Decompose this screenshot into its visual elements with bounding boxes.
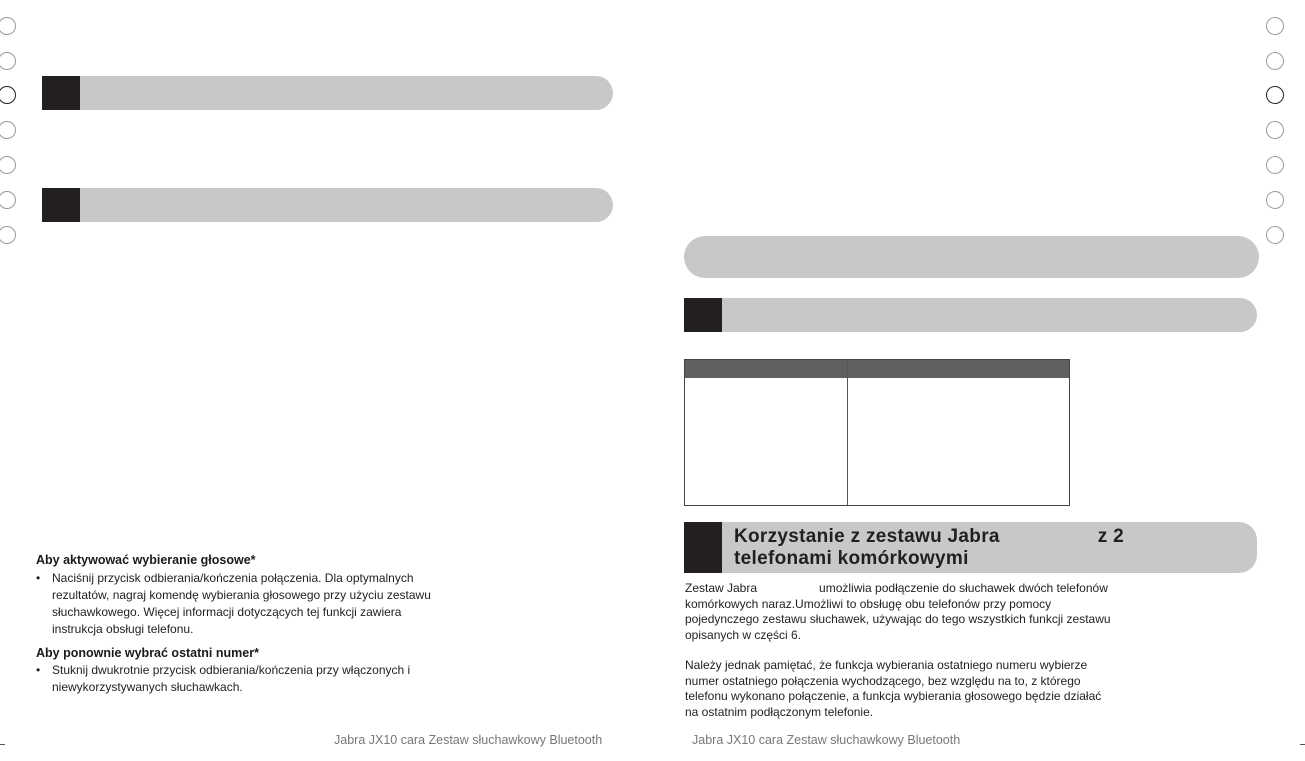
language-tab[interactable] — [0, 156, 16, 174]
list-item: • Stuknij dwukrotnie przycisk odbierania/kończenia przy włączonych i niewykorzystywanych słuchawkach. — [36, 662, 446, 696]
two-phones-heading — [734, 526, 1124, 570]
right-footer: Jabra JX10 cara Zestaw słuchawkowy Bluetooth — [692, 733, 961, 747]
right-heading-bar-2 — [684, 522, 1257, 573]
language-tab[interactable] — [1266, 191, 1284, 209]
language-tab[interactable] — [0, 52, 16, 70]
heading-number-block — [42, 188, 80, 222]
crop-mark — [0, 744, 5, 745]
redial-list — [36, 662, 446, 696]
language-tab-active[interactable] — [0, 86, 16, 104]
language-tab[interactable] — [0, 121, 16, 139]
heading-line-2: telefonami komórkowymi — [734, 548, 969, 569]
table-column-divider — [847, 360, 848, 505]
language-tab[interactable] — [0, 226, 16, 244]
list-item: • Naciśnij przycisk odbierania/kończenia połączenia. Dla optymalnych rezultatów, nagraj komendę wybierania głosowego przy użyciu zestawu słuchawkowego. Więcej informacji dotyczących tej funkcji zawiera instrukcja obsługi telefonu. — [36, 570, 446, 638]
language-tab-active[interactable] — [1266, 86, 1284, 104]
left-footer: Jabra JX10 cara Zestaw słuchawkowy Bluetooth — [334, 733, 603, 747]
right-chapter-bar — [684, 236, 1259, 278]
redial-title: Aby ponownie wybrać ostatni numer* — [36, 646, 259, 660]
heading-number-block — [684, 298, 722, 332]
language-tab[interactable] — [1266, 17, 1284, 35]
crop-mark — [1300, 744, 1305, 745]
language-tab[interactable] — [1266, 52, 1284, 70]
two-phones-paragraph-2: Należy jednak pamiętać, że funkcja wybierania ostatniego numeru wybierze numer ostatniego połączenia wychodzącego, bez względu na to, z którego telefonu wykonano połączenie, a funkcja wybierania głosowego będzie działać na ostatnim podłączonym telefonie. — [685, 658, 1102, 719]
language-tab[interactable] — [0, 191, 16, 209]
heading-number-block — [42, 76, 80, 110]
left-heading-bar-2 — [42, 188, 613, 222]
voice-dial-title: Aby aktywować wybieranie głosowe* — [36, 553, 256, 567]
left-heading-bar-1 — [42, 76, 613, 110]
right-heading-bar-1 — [684, 298, 1257, 332]
language-tab[interactable] — [1266, 156, 1284, 174]
info-table — [684, 359, 1070, 506]
language-tab[interactable] — [0, 17, 16, 35]
language-tab[interactable] — [1266, 121, 1284, 139]
voice-dial-list — [36, 570, 446, 638]
heading-part-2: z 2 — [1097, 526, 1125, 547]
paragraph-rest: umożliwia podłączenie do słuchawek dwóch telefonów komórkowych naraz.Umożliwi to obsługę obu telefonów przy pomocy pojedynczego zestawu słuchawek, używając do tego wszystkich funkcji zestawu opisanych w części 6. — [685, 581, 1111, 642]
table-header — [685, 360, 1069, 378]
heading-part-1: Korzystanie z zestawu Jabra — [734, 526, 1000, 547]
paragraph-start: Zestaw Jabra — [685, 581, 758, 595]
heading-number-block — [684, 522, 722, 573]
two-phones-paragraph-1 — [685, 581, 1115, 643]
language-tab[interactable] — [1266, 226, 1284, 244]
